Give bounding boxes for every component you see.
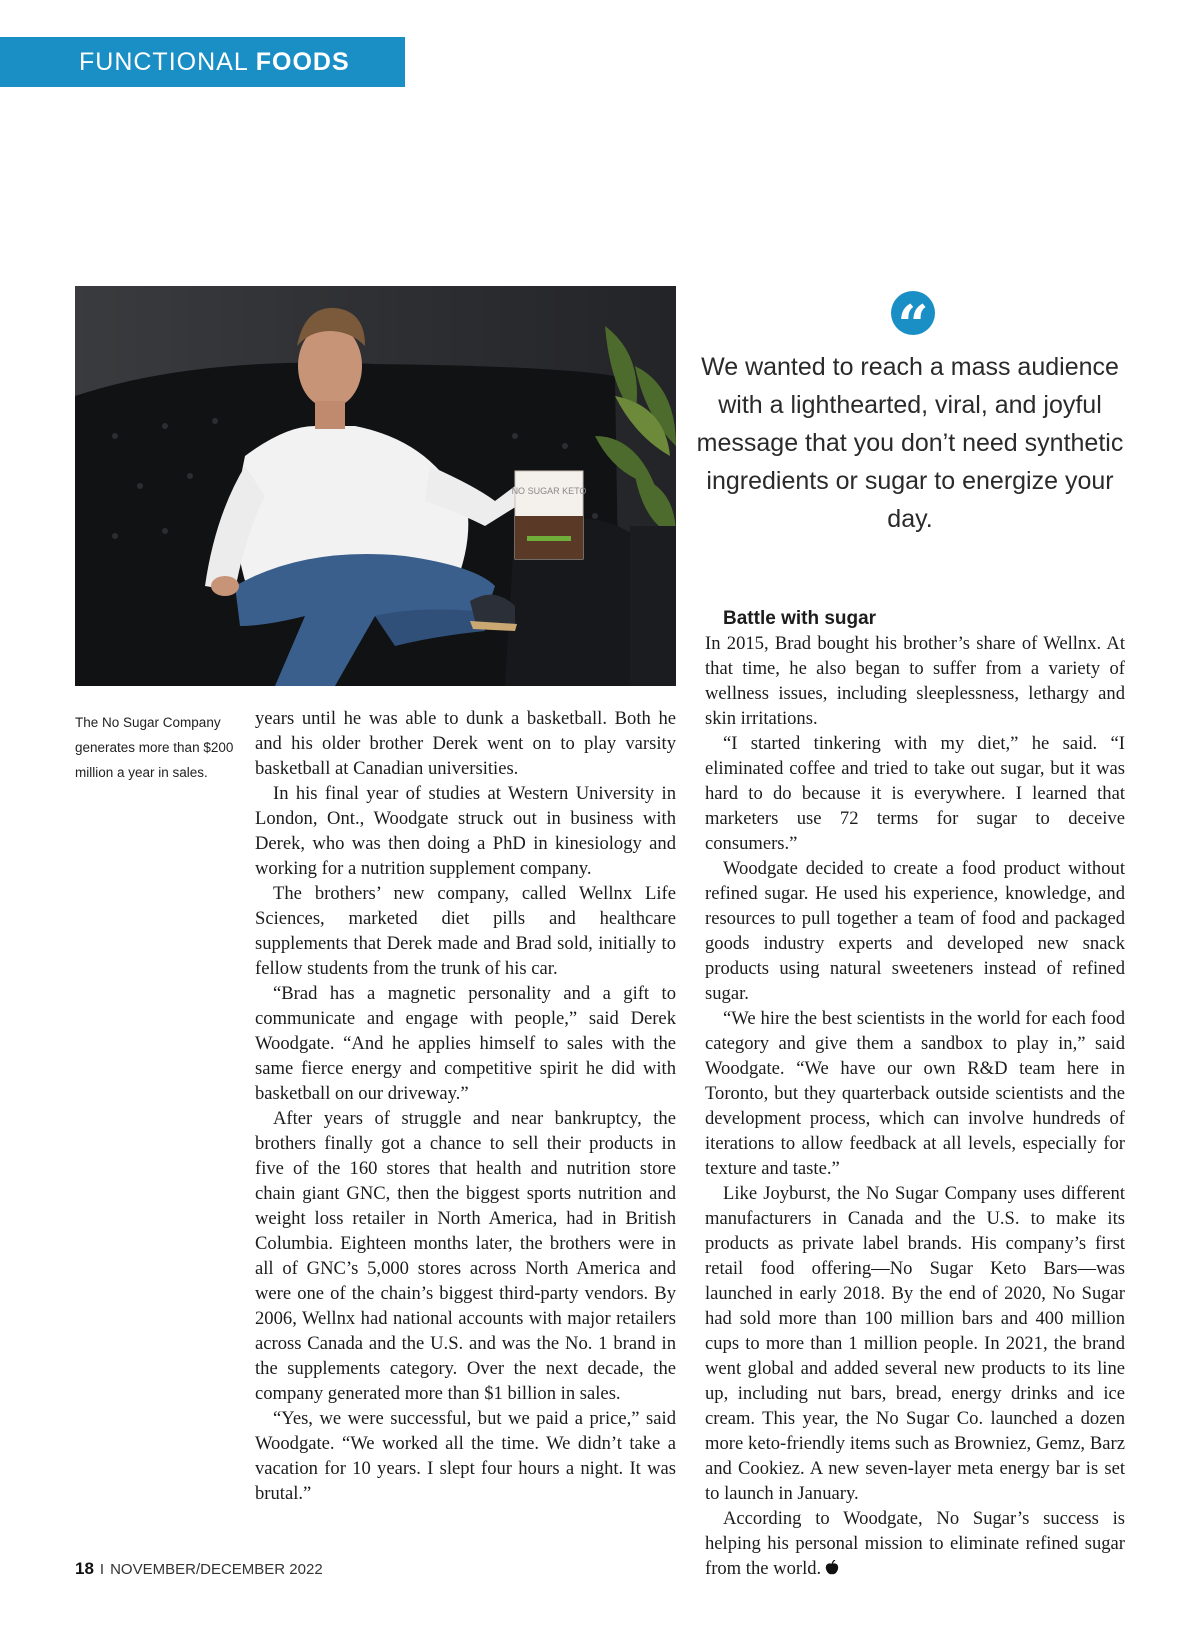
quote-icon: “ bbox=[891, 291, 935, 335]
article-paragraph: The brothers’ new company, called Wellnx Life Sciences, marketed diet pills and healthcare supplements that Derek made and Brad sold, initially to fellow students from the trunk of his car. bbox=[255, 883, 676, 979]
article-paragraph: Like Joyburst, the No Sugar Company uses different manufacturers in Canada and the U.S. to make its products as private label brands. His company’s first retail food offering—No Sugar Keto Bars—was launched in early 2018. By the end of 2020, No Sugar had sold more than 100 million bars and 400 million cups to more than 1 million people. In 2021, the brand went global and added several new products to its line up, including nut bars, bread, energy drinks and ice cream. This year, the No Sugar Co. launched a dozen more keto-friendly items such as Browniez, Gemz, Barz and Cookiez. A new seven-layer meta energy bar is set to launch in January. bbox=[705, 1183, 1125, 1504]
article-column-right bbox=[705, 606, 1125, 1581]
article-paragraph: After years of struggle and near bankruptcy, the brothers finally got a chance to sell their products in five of the 160 stores that health and nutrition store chain giant GNC, then the biggest sports nutrition and weight loss retailer in North America, had in British Columbia. Eighteen months later, the brothers were in all of GNC’s 5,000 stores across North America and were one of the chain’s biggest third-party vendors. By 2006, Wellnx had national accounts with major retailers across Canada and the U.S. and was the No. 1 brand in the supplements category. Over the next decade, the company generated more than $1 billion in sales. bbox=[255, 1108, 676, 1404]
section-label-bold: FOODS bbox=[255, 48, 350, 76]
article-paragraph-text: According to Woodgate, No Sugar’s success is helping his personal mission to eliminate refined sugar from the world. bbox=[705, 1508, 1125, 1579]
article-paragraph: “Brad has a magnetic personality and a gift to communicate and engage with people,” said Derek Woodgate. “And he applies himself to sales with the same fierce energy and competitive spirit he did with basketball on our driveway.” bbox=[255, 983, 676, 1104]
article-paragraph: “Yes, we were successful, but we paid a price,” said Woodgate. “We worked all the time. We didn’t take a vacation for 10 years. I slept four hours a night. It was brutal.” bbox=[255, 1408, 676, 1504]
issue-date: NOVEMBER/DECEMBER 2022 bbox=[110, 1561, 323, 1578]
section-subhead: Battle with sugar bbox=[723, 608, 877, 629]
end-of-article-icon bbox=[825, 1560, 839, 1575]
page-footer bbox=[75, 1559, 323, 1579]
pull-quote: We wanted to reach a mass audience with a lighthearted, viral, and joyful message that you don’t need synthetic ingredients or sugar to energize your day. bbox=[696, 353, 1124, 533]
product-box-label: NO SUGAR KETO bbox=[511, 486, 587, 496]
article-paragraph-last bbox=[705, 1506, 1125, 1581]
article-paragraph: Woodgate decided to create a food product without refined sugar. He used his experience, knowledge, and resources to pull together a team of food and packaged goods industry experts and developed new snack products using natural sweeteners instead of refined sugar. bbox=[705, 858, 1125, 1004]
section-label-prefix: FUNCTIONAL bbox=[79, 48, 248, 76]
article-paragraph: In his final year of studies at Western University in London, Ont., Woodgate struck out in business with Derek, who was then doing a PhD in kinesiology and working for a nutrition supplement company. bbox=[255, 783, 676, 879]
article-paragraph: “I started tinkering with my diet,” he said. “I eliminated coffee and tried to take out sugar, but it was hard to do because it is everywhere. I learned that marketers use 72 terms for sugar to deceive consumers.” bbox=[705, 733, 1125, 854]
article-column-middle bbox=[255, 706, 676, 1506]
article-paragraph: years until he was able to dunk a basketball. Both he and his older brother Derek went on to play varsity basketball at Canadian universities. bbox=[255, 708, 676, 779]
section-label bbox=[0, 37, 405, 87]
article-paragraph: “We hire the best scientists in the world for each food category and give them a sandbox to play in,” said Woodgate. “We have our own R&D team here in Toronto, but they quarterback outside scientists and the development process, which can involve hundreds of iterations to allow feedback at all levels, especially for texture and taste.” bbox=[705, 1008, 1125, 1179]
page-number: 18 bbox=[75, 1559, 94, 1578]
article-paragraph: In 2015, Brad bought his brother’s share of Wellnx. At that time, he also began to suffer from a variety of wellness issues, including sleeplessness, lethargy and skin irritations. bbox=[705, 633, 1125, 729]
photo-illustration bbox=[75, 286, 676, 686]
photo-caption: The No Sugar Company generates more than $200 million a year in sales. bbox=[75, 715, 234, 780]
article-photo bbox=[75, 286, 676, 686]
footer-separator: I bbox=[99, 1561, 105, 1578]
